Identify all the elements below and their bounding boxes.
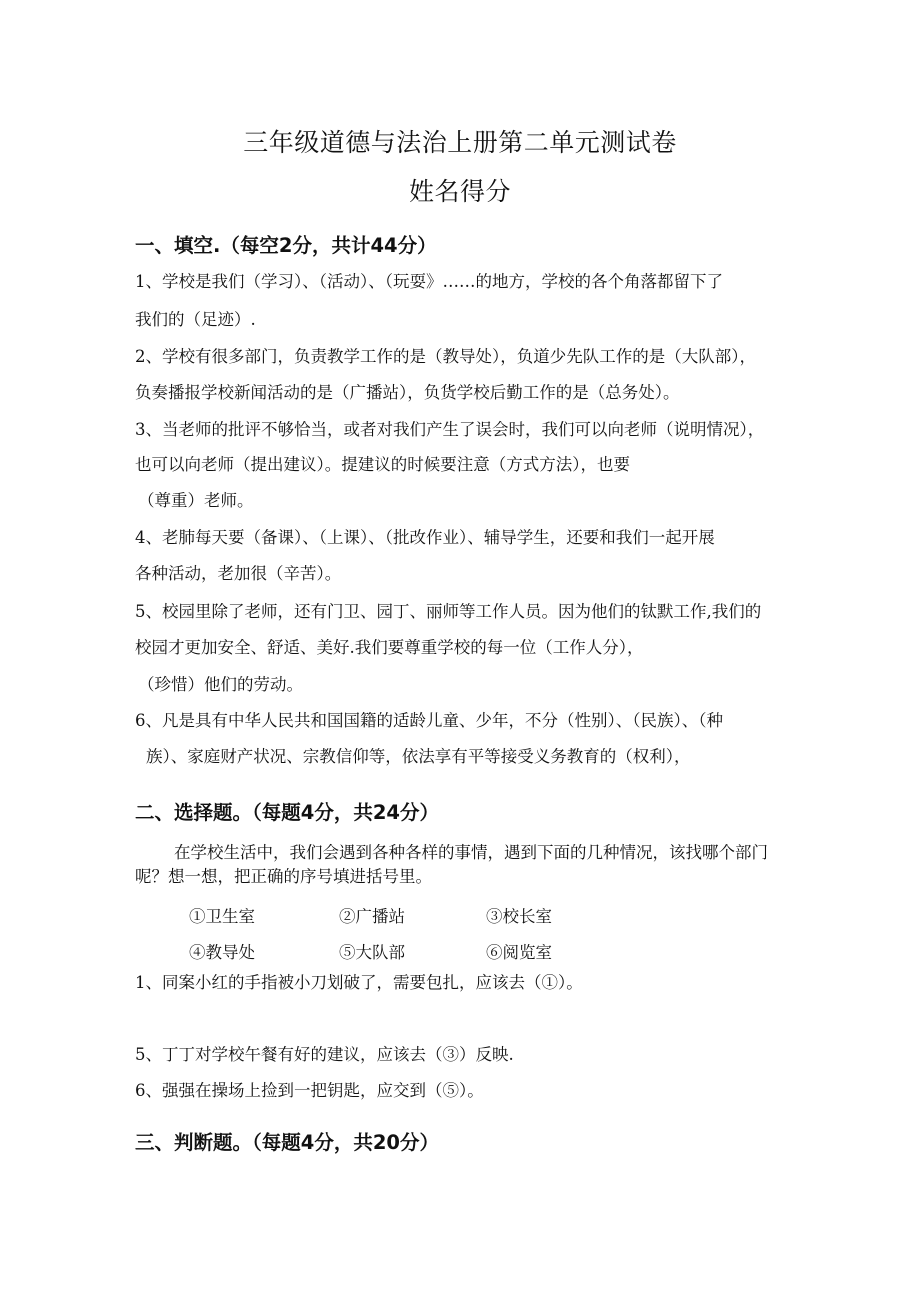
name-score-line: 姓名得分 xyxy=(408,177,511,206)
fill-line-2: 我们的（足迹）. xyxy=(135,310,256,329)
exam-title: 三年级道德与法治上册第二单元测试卷 xyxy=(243,128,677,157)
option-5: ⑤大队部 xyxy=(339,943,405,962)
fill-line-9: 各种活动，老加很（辛苦）。 xyxy=(135,564,342,583)
fill-line-6: 也可以向老师（提出建议）。提建议的时候要注意（方式方法），也要 xyxy=(135,455,630,474)
fill-line-13: 6、凡是具有中华人民共和国国籍的适龄儿童、少年，不分（性别）、（民族）、（种 xyxy=(135,711,723,730)
fill-line-10: 5、校园里除了老师，还有门卫、园丁、丽师等工作人员。因为他们的钛默工作,我们的 xyxy=(135,602,762,621)
choice-question-6: 6、强强在操场上捡到一把钥匙，应交到（⑤）。 xyxy=(135,1081,484,1100)
fill-line-1: 1、学校是我们（学习）、（活动）、（玩耍》……的地方，学校的各个角落都留下了 xyxy=(135,272,723,291)
fill-line-12: （珍惜）他们的劳动。 xyxy=(138,675,303,694)
choice-question-5: 5、丁丁对学校午餐有好的建议，应该去（③）反映. xyxy=(135,1045,514,1064)
fill-line-4: 负奏播报学校新闻活动的是（广播站），负货学校后勤工作的是（总务处）。 xyxy=(135,383,680,402)
option-2: ②广播站 xyxy=(339,907,405,926)
choice-intro-line-2: 呢？想一想，把正确的序号填进括号里。 xyxy=(135,867,432,886)
option-4: ④教导处 xyxy=(189,943,255,962)
choice-question-1: 1、同案小红的手指被小刀划破了，需要包扎，应该去（①）。 xyxy=(135,973,583,992)
section-1-heading: 一、填空.（每空2分，共计44分） xyxy=(135,234,437,257)
option-1: ①卫生室 xyxy=(189,907,255,926)
fill-line-11: 校园才更加安全、舒适、美好.我们要尊重学校的每一位（工作人分）， xyxy=(135,638,644,657)
fill-line-7: （尊重）老师。 xyxy=(138,491,254,510)
fill-line-5: 3、当老师的批评不够恰当，或者对我们产生了误会时，我们可以向老师（说明情况）， xyxy=(135,420,765,439)
fill-line-14: 族）、家庭财产状况、宗教信仰等，依法享有平等接受义务教育的（权利）， xyxy=(146,747,691,766)
option-3: ③校长室 xyxy=(486,907,552,926)
section-2-heading: 二、选择题。（每题4分，共24分） xyxy=(135,801,439,824)
section-3-heading: 三、判断题。（每题4分，共20分） xyxy=(135,1131,439,1154)
fill-line-8: 4、老肺每天要（备课）、（上课）、（批改作业）、辅导学生，还要和我们一起开展 xyxy=(135,528,715,547)
fill-line-3: 2、学校有很多部门，负责教学工作的是（教导处），负道少先队工作的是（大队部）， xyxy=(135,347,756,366)
option-6: ⑥阅览室 xyxy=(486,943,552,962)
choice-intro-line-1: 在学校生活中，我们会遇到各种各样的事情，遇到下面的几种情况，该找哪个部门 xyxy=(174,843,768,862)
